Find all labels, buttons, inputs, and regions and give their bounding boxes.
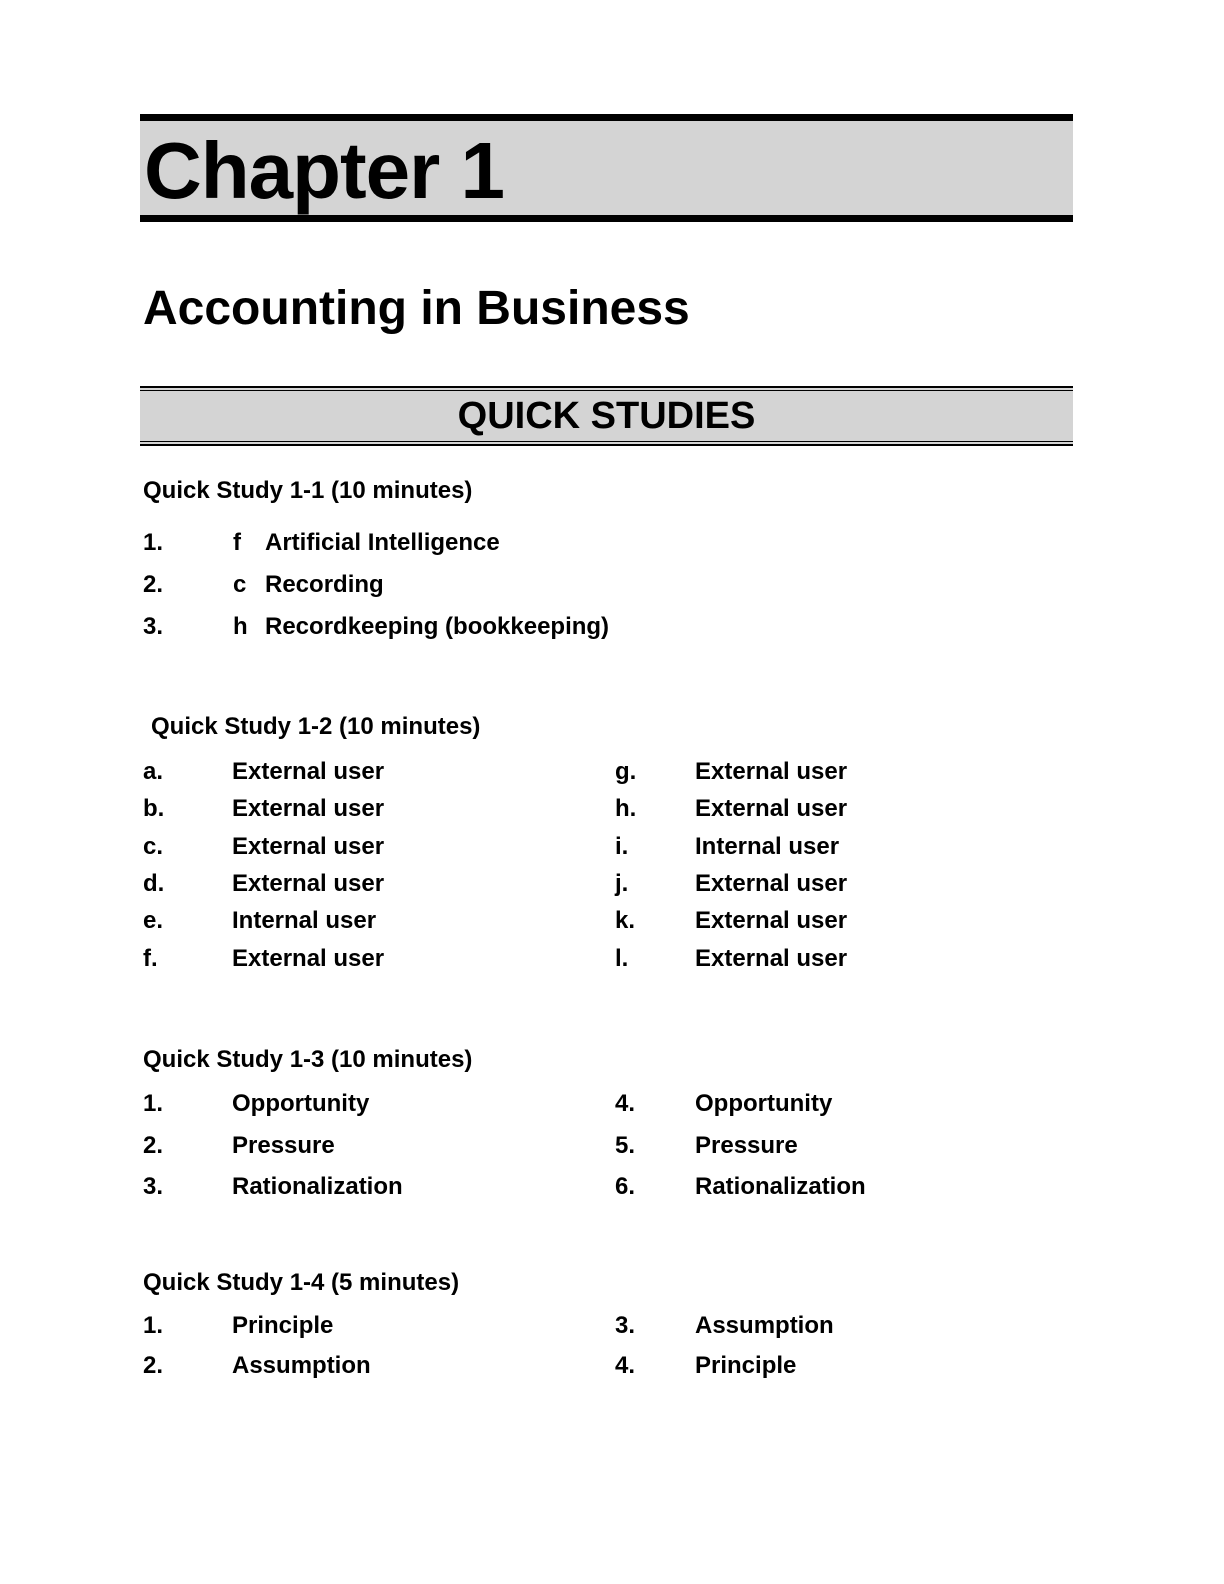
item-label: i. xyxy=(615,833,629,860)
item-number: 3. xyxy=(143,613,164,640)
item-text: External user xyxy=(695,758,848,785)
item-code: h xyxy=(233,613,248,640)
quick-study-1-1-heading: Quick Study 1-1 (10 minutes) xyxy=(143,477,473,504)
item-number: 1. xyxy=(143,529,164,556)
item-label: j. xyxy=(615,870,629,897)
item-text: Pressure xyxy=(232,1132,335,1159)
item-label: 2. xyxy=(143,1352,164,1379)
item-text: External user xyxy=(232,870,385,897)
section-title: QUICK STUDIES xyxy=(457,395,756,437)
item-label: d. xyxy=(143,870,165,897)
item-label: 5. xyxy=(615,1132,636,1159)
item-label: 6. xyxy=(615,1173,636,1200)
item-label: k. xyxy=(615,907,636,934)
item-label: 1. xyxy=(143,1090,164,1117)
item-label: 4. xyxy=(615,1352,636,1379)
item-text: Pressure xyxy=(695,1132,798,1159)
item-code: c xyxy=(233,571,247,598)
item-text: External user xyxy=(232,795,385,822)
chapter-subtitle: Accounting in Business xyxy=(143,282,690,335)
item-text: Recording xyxy=(265,571,384,598)
item-text: External user xyxy=(695,870,848,897)
item-label: e. xyxy=(143,907,164,934)
item-label: f. xyxy=(143,945,158,972)
item-text: Principle xyxy=(695,1352,797,1379)
item-text: Principle xyxy=(232,1312,334,1339)
section-banner xyxy=(140,386,1073,446)
item-text: External user xyxy=(232,833,385,860)
item-text: Internal user xyxy=(695,833,840,860)
item-text: Artificial Intelligence xyxy=(265,529,500,556)
item-text: External user xyxy=(232,758,385,785)
section-rule xyxy=(140,444,1073,446)
chapter-title: Chapter 1 xyxy=(144,126,504,215)
item-text: Rationalization xyxy=(232,1173,403,1200)
item-label: l. xyxy=(615,945,629,972)
item-label: 3. xyxy=(143,1173,164,1200)
quick-study-1-2-heading: Quick Study 1-2 (10 minutes) xyxy=(151,713,481,740)
chapter-banner xyxy=(140,114,1073,222)
item-number: 2. xyxy=(143,571,164,598)
item-text: External user xyxy=(232,945,385,972)
item-text: External user xyxy=(695,907,848,934)
item-code: f xyxy=(233,529,241,556)
item-label: a. xyxy=(143,758,164,785)
item-label: 1. xyxy=(143,1312,164,1339)
section-rule xyxy=(140,386,1073,388)
item-text: Internal user xyxy=(232,907,377,934)
item-label: 4. xyxy=(615,1090,636,1117)
item-text: Rationalization xyxy=(695,1173,866,1200)
item-label: 2. xyxy=(143,1132,164,1159)
item-text: Opportunity xyxy=(232,1090,370,1117)
item-text: Assumption xyxy=(232,1352,371,1379)
section-rule xyxy=(140,441,1073,442)
section-rule xyxy=(140,390,1073,391)
quick-study-1-4-heading: Quick Study 1-4 (5 minutes) xyxy=(143,1269,460,1296)
item-text: External user xyxy=(695,795,848,822)
quick-study-1-3-heading: Quick Study 1-3 (10 minutes) xyxy=(143,1046,473,1073)
item-label: h. xyxy=(615,795,637,822)
item-text: Assumption xyxy=(695,1312,834,1339)
item-text: Opportunity xyxy=(695,1090,833,1117)
item-text: External user xyxy=(695,945,848,972)
item-label: g. xyxy=(615,758,637,785)
item-label: b. xyxy=(143,795,165,822)
item-label: c. xyxy=(143,833,164,860)
item-text: Recordkeeping (bookkeeping) xyxy=(265,613,610,640)
item-label: 3. xyxy=(615,1312,636,1339)
